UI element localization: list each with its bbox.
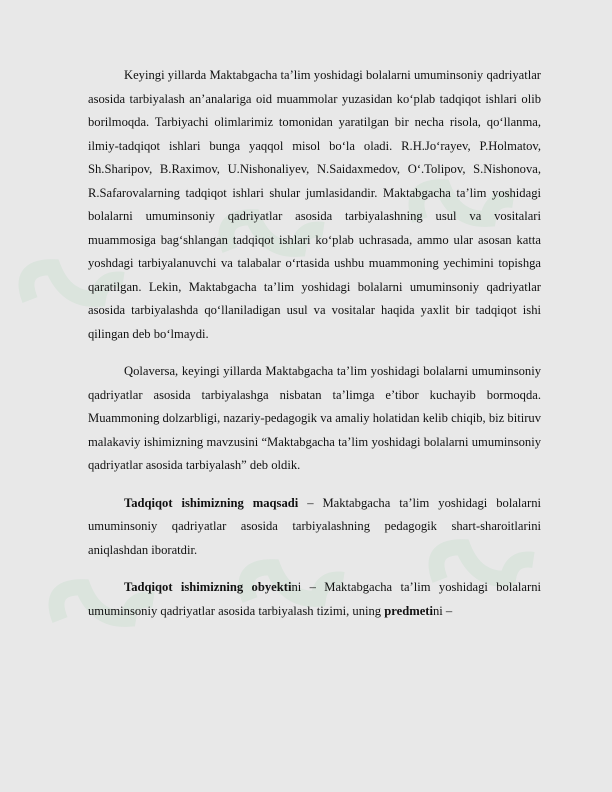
paragraph-2-text: Qolaversa, keyingi yillarda Maktabgacha ta’lim yoshidagi bolalarni umuminsoniy qadriyatlar asosida tarbiyalashga nisbatan ta’limga e’tibor kuchayib bormoqda. Muammoning dolzarbligi, nazariy-pedagogik va amaliy holatidan kelib chiqib, biz bitiruv malakaviy ishimizning mavzusini “Maktabgacha ta’lim yoshidagi bolalarni umuminsoniy qadriyatlar asosida tarbiyalash” deb oldik.	[88, 364, 541, 472]
paragraph-4	[88, 576, 541, 623]
paragraph-3-text: – Maktabgacha ta’lim yoshidagi bolalarni umuminsoniy qadriyatlar asosida tarbiyalashning pedagogik shart-sharoitlarini aniqlashdan iboratdir.	[88, 495, 541, 557]
paragraph-4-bold-term: predmeti	[384, 603, 433, 618]
paragraph-4-text: ni – Maktabgacha ta’lim yoshidagi bolalarni umuminsoniy qadriyatlar asosida tarbiyalash tizimi, uning	[88, 580, 542, 618]
document-body	[88, 64, 541, 637]
paragraph-4-text-tail: ni –	[432, 603, 453, 618]
paragraph-3	[88, 492, 541, 563]
paragraph-1	[88, 64, 541, 346]
paragraph-3-bold-lead: Tadqiqot ishimizning maqsadi	[124, 495, 299, 510]
paragraph-2	[88, 360, 541, 478]
paragraph-4-bold-lead: Tadqiqot ishimizning obyekti	[124, 580, 292, 594]
paragraph-1-text: Keyingi yillarda Maktabgacha ta’lim yoshidagi bolalarni umuminsoniy qadriyatlar asosida tarbiyalash an’analariga oid muammolar yuzasidan ko‘plab tadqiqot ishlari olib borilmoqda. Tarbiyachi olimlarimiz tomonidan yaratilgan bir necha risola, qo‘llanma, ilmiy-tadqiqot ishlari bunga yaqqol misol bo‘la oladi. R.H.Jo‘rayev, P.Holmatov, Sh.Sharipov, B.Raximov, U.Nishonaliyev, N.Saidaxmedov, O‘.Tolipov, S.Nishonova, R.Safarovalarning tadqiqot ishlari shular jumlasidandir. Maktabgacha ta’lim yoshidagi bolalarni umuminsoniy qadriyatlar asosida tarbiyalashning usul va vositalari muammosiga bag‘shlangan tadqiqot ishlari ko‘plab uchrasada, ammo ular asosan katta yoshdagi tarbiyalanuvchi va talabalar o‘rtasida ushbu muammoning yechimini topishga qaratilgan. Lekin, Maktabgacha ta’lim yoshidagi bolalarni umuminsoniy qadriyatlar asosida tarbiyalashda qo‘llaniladigan usul va vositalar haqida yaxlit bir tadqiqot ishi qilingan deb bo‘lmaydi.	[88, 68, 541, 341]
